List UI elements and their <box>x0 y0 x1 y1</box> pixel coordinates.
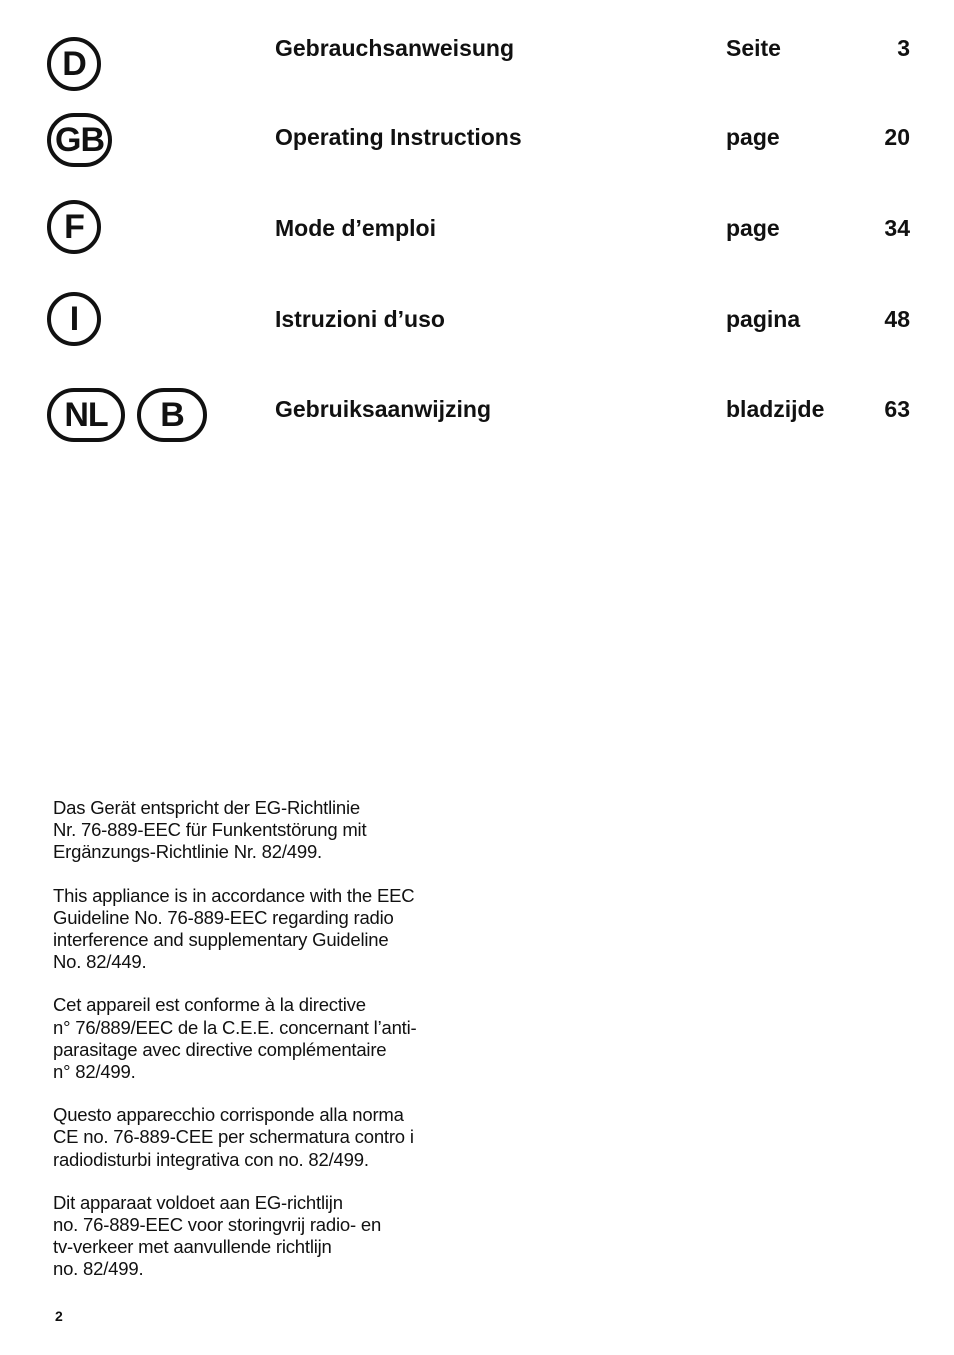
language-title: Mode d’emploi <box>275 215 436 241</box>
page-reference: 63 <box>884 396 910 422</box>
language-title: Gebruiksaanwijzing <box>275 396 491 422</box>
notice-it: Questo apparecchio corrisponde alla norma CE no. 76-889-CEE per schermatura contro i radiodisturbi integrativa con no. 82/499. <box>53 1104 414 1170</box>
country-badges <box>47 292 101 352</box>
page-label: pagina <box>726 306 801 332</box>
language-row-gb <box>0 113 954 183</box>
notice-en: This appliance is in accordance with the EEC Guideline No. 76-889-EEC regarding radio interference and supplementary Guideline No. 82/449. <box>53 884 415 973</box>
page-label: page <box>726 215 780 241</box>
notice-nl: Dit apparaat voldoet aan EG-richtlijn no. 76-889-EEC voor storingvrij radio- en tv-verkeer met aanvullende richtlijn no. 82/499. <box>53 1191 382 1280</box>
country-badge-b: B <box>137 388 207 442</box>
country-badge-i: I <box>47 292 101 346</box>
language-title: Operating Instructions <box>275 124 522 150</box>
page-reference: 48 <box>884 306 910 332</box>
page-label: Seite <box>726 35 781 61</box>
page-reference: 3 <box>897 35 910 61</box>
notice-fr: Cet appareil est conforme à la directive n° 76/889/EEC de la C.E.E. concernant l’anti- parasitage avec directive complémentaire n° 82/499. <box>53 994 417 1083</box>
country-badges <box>47 37 101 97</box>
compliance-notices <box>53 797 493 1302</box>
language-title: Gebrauchsanweisung <box>275 35 515 61</box>
language-row-fr <box>0 200 954 270</box>
language-row-nl <box>0 388 954 458</box>
notice-de: Das Gerät entspricht der EG-Richtlinie Nr. 76-889-EEC für Funkentstörung mit Ergänzungs-Richtlinie Nr. 82/499. <box>53 797 367 863</box>
page-reference: 34 <box>884 215 910 241</box>
language-row-de <box>0 37 954 107</box>
page-label: bladzijde <box>726 396 825 422</box>
language-title: Istruzioni d’uso <box>275 306 445 332</box>
page-number: 2 <box>55 1308 63 1324</box>
country-badges <box>47 113 112 173</box>
page-reference: 20 <box>884 124 910 150</box>
country-badge-f: F <box>47 200 101 254</box>
country-badge-d: D <box>47 37 101 91</box>
country-badges <box>47 200 101 260</box>
country-badges <box>47 388 207 448</box>
country-badge-gb: GB <box>47 113 112 167</box>
country-badge-nl: NL <box>47 388 125 442</box>
language-row-it <box>0 292 954 362</box>
page-label: page <box>726 124 780 150</box>
